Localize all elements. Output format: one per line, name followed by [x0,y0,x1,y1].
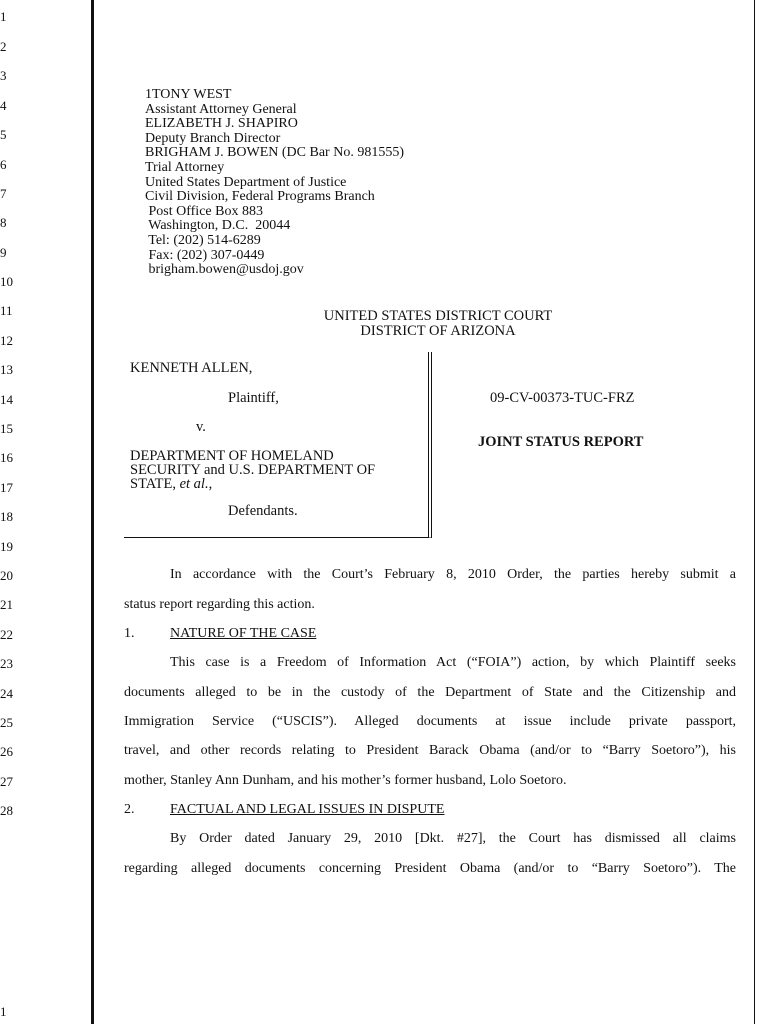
line-number: 6 [0,157,7,172]
intro-line: In accordance with the Court’s February 8, 2010 Order, the parties hereby submit a [170,567,736,582]
line-number: 1 [0,9,7,24]
line-number: 27 [0,774,13,789]
counsel-block [145,88,404,278]
defendant-label: Defendants. [228,503,298,519]
paragraph-line: By Order dated January 29, 2010 [Dkt. #27], the Court has dismissed all claims [170,831,736,846]
line-number: 21 [0,597,13,612]
line-number: 22 [0,627,13,642]
line-number: 15 [0,421,13,436]
line-number: 26 [0,744,13,759]
section-heading: FACTUAL AND LEGAL ISSUES IN DISPUTE [170,802,445,817]
plaintiff-name: KENNETH ALLEN, [130,360,253,376]
defendant-line [130,477,212,492]
line-number: 18 [0,509,13,524]
court-name: UNITED STATES DISTRICT COURT [323,308,553,324]
right-margin-rule [754,0,755,1024]
section-heading: NATURE OF THE CASE [170,626,317,641]
intro-line: status report regarding this action. [124,597,315,612]
line-number: 25 [0,715,13,730]
line-number: 12 [0,333,13,348]
counsel-line: United States Department of Justice [145,174,347,190]
line-number: 20 [0,568,13,583]
line-number: 5 [0,127,7,142]
counsel-line: Washington, D.C. 20044 [145,218,291,234]
defendant-line: DEPARTMENT OF HOMELAND [130,448,334,464]
counsel-line: 1TONY WEST [145,87,232,102]
line-number: 17 [0,480,13,495]
et-al: et al. [179,476,209,492]
line-number: 24 [0,686,13,701]
defendant-state: STATE, [130,476,180,492]
line-number: 11 [0,303,13,318]
counsel-line: Deputy Branch Director [145,130,281,146]
line-number: 2 [0,39,7,54]
report-title: JOINT STATUS REPORT [478,434,644,450]
counsel-line: ELIZABETH J. SHAPIRO [145,116,298,132]
counsel-email: brigham.bowen@usdoj.gov [145,262,304,278]
line-number: 23 [0,656,13,671]
line-number: 13 [0,362,13,377]
line-number: 10 [0,274,13,289]
paragraph-line: Immigration Service (“USCIS”). Alleged documents at issue include private passport, [124,714,736,729]
defendant-line: SECURITY and U.S. DEPARTMENT OF [130,462,376,478]
section-number: 2. [124,802,135,817]
counsel-line: BRIGHAM J. BOWEN (DC Bar No. 981555) [145,145,404,161]
versus: v. [196,419,206,435]
line-number: 4 [0,98,7,113]
paragraph-line: mother, Stanley Ann Dunham, and his mother’s former husband, Lolo Soetoro. [124,773,567,788]
line-number: 7 [0,186,7,201]
paragraph-line: documents alleged to be in the custody of the Department of State and the Citizenship and [124,685,736,700]
line-number: 14 [0,392,13,407]
line-number: 9 [0,245,7,260]
comma: , [208,476,213,492]
left-margin-rule [91,0,94,1024]
line-number: 8 [0,215,7,230]
line-number: 3 [0,68,7,83]
footer-page-number: 1 [0,1004,7,1019]
counsel-line: Assistant Attorney General [145,101,297,117]
counsel-line: Civil Division, Federal Programs Branch [145,189,375,205]
paragraph-line: This case is a Freedom of Information Act (“FOIA”) action, by which Plaintiff seeks [170,655,736,670]
counsel-line: Fax: (202) 307-0449 [145,247,265,263]
plaintiff-label: Plaintiff, [228,390,279,406]
counsel-line: Trial Attorney [145,159,225,175]
case-number: 09-CV-00373-TUC-FRZ [490,390,635,406]
paragraph-line: travel, and other records relating to President Barack Obama (and/or to “Barry Soetoro”), his [124,743,736,758]
section-number: 1. [124,626,135,641]
court-district: DISTRICT OF ARIZONA [360,323,516,339]
line-number: 28 [0,803,13,818]
paragraph-line: regarding alleged documents concerning President Obama (and/or to “Barry Soetoro”). The [124,861,736,876]
counsel-line: Post Office Box 883 [145,203,263,219]
counsel-line: Tel: (202) 514-6289 [145,232,261,248]
line-number: 19 [0,539,13,554]
line-number: 16 [0,450,13,465]
